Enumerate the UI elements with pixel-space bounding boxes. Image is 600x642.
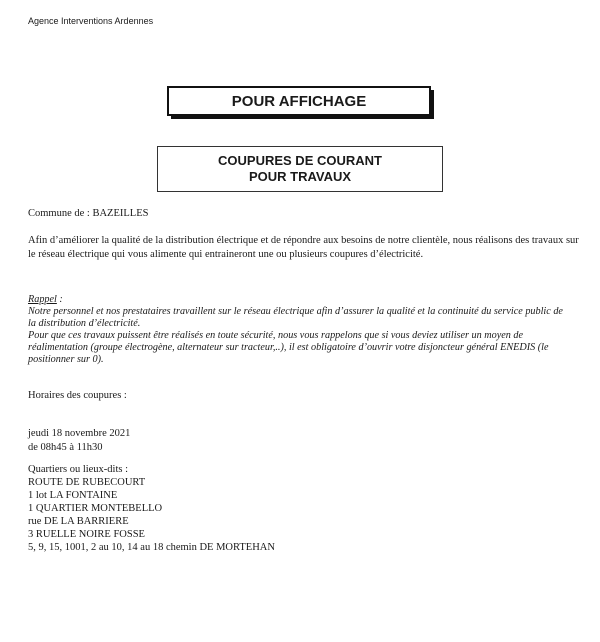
quartiers-section bbox=[28, 463, 275, 554]
schedule-time: de 08h45 à 11h30 bbox=[28, 442, 103, 453]
list-item: 3 RUELLE NOIRE FOSSE bbox=[28, 529, 145, 540]
rappel-colon: : bbox=[56, 294, 63, 305]
list-item: ROUTE DE RUBECOURT bbox=[28, 477, 146, 488]
rappel-paragraph-2: Pour que ces travaux puissent être réalisés en toute sécurité, nous vous rappelons que si vous deviez utiliser un moyen de réalimentation (groupe électrogène, alternateur sur tracteur,..), il est obligatoire d’ouvrir votre disjoncteur général ENEDIS (le positionner sur 0). bbox=[28, 330, 549, 365]
subject-line-1: COUPURES DE COURANT bbox=[218, 153, 382, 168]
rappel-paragraph-1: Notre personnel et nos prestataires travaillent sur le réseau électrique afin d’assurer la qualité et la continuité du service public de la distribution d’électricité. bbox=[28, 306, 563, 329]
list-item: 1 lot LA FONTAINE bbox=[28, 490, 118, 501]
schedule bbox=[28, 427, 130, 455]
list-item: 1 QUARTIER MONTEBELLO bbox=[28, 503, 163, 514]
subject-line-2: POUR TRAVAUX bbox=[248, 169, 352, 184]
horaires-label: Horaires des coupures : bbox=[28, 390, 127, 401]
rappel-section bbox=[28, 294, 568, 366]
list-item: rue DE LA BARRIERE bbox=[28, 516, 129, 527]
quartiers-list bbox=[28, 476, 275, 554]
banner-title: POUR AFFICHAGE bbox=[231, 92, 367, 110]
quartiers-label: Quartiers ou lieux-dits : bbox=[28, 464, 129, 475]
subject-box bbox=[157, 146, 443, 192]
agency-name: Agence Interventions Ardennes bbox=[28, 16, 154, 26]
schedule-date: jeudi 18 novembre 2021 bbox=[28, 428, 131, 439]
rappel-heading bbox=[28, 294, 568, 306]
pour-affichage-banner bbox=[167, 86, 431, 116]
intro-paragraph: Afin d’améliorer la qualité de la distribution électrique et de répondre aux besoins de notre clientèle, nous réalisons des travaux sur le réseau électrique qui vous alimente qui entraineront une ou plusieurs coupures d’électricité. bbox=[28, 235, 579, 260]
rappel-title: Rappel bbox=[28, 294, 57, 305]
list-item: 5, 9, 15, 1001, 2 au 10, 14 au 18 chemin DE MORTEHAN bbox=[28, 542, 275, 553]
commune-line: Commune de : BAZEILLES bbox=[28, 208, 149, 219]
